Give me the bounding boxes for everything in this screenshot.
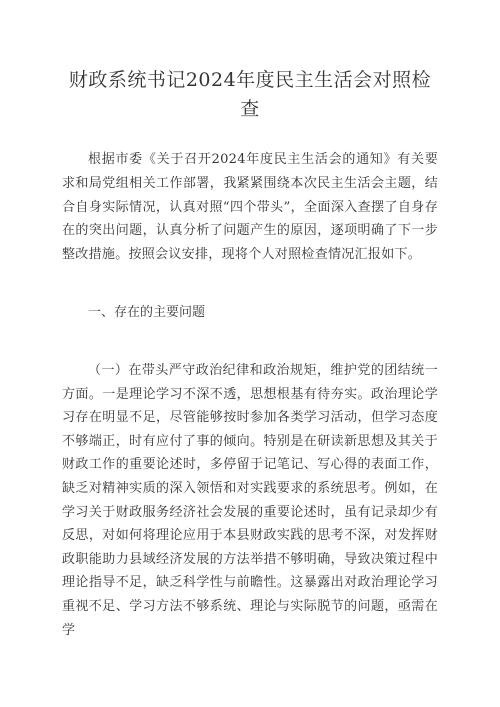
section-heading: 一、存在的主要问题 <box>88 305 206 320</box>
body-paragraph: （一）在带头严守政治纪律和政治规矩，维护党的团结统一方面。一是理论学习不深不透，思想根基有待夯实。政治理论学习存在明显不足，尽管能够按时参加各类学习活动，但学习态度不够端正，时有应付了事的倾向。特别是在研读新思想及其关于财政工作的重要论述时，多停留于记笔记、写心得的表面工作，缺乏对精神实质的深入领悟和对实践要求的系统思考。例如，在学习关于财政服务经济社会发展的重要论述时，虽有记录却少有反思，对如何将理论应用于本县财政实践的思考不深，对发挥财政职能助力县域经济发展的方法举措不够明确，导致决策过程中理论指导不足，缺乏科学性与前瞻性。这暴露出对政治理论学习重视不足、学习方法不够系统、理论与实际脱节的问题，亟需在学 <box>62 363 438 638</box>
document-title: 财政系统书记2024年度民主生活会对照检查 <box>68 69 432 120</box>
intro-paragraph: 根据市委《关于召开2024年度民主生活会的通知》有关要求和局党组相关工作部署，我紧紧围绕本次民主生活会主题，结合自身实际情况，认真对照“四个带头”，全面深入查摆了自身存在的突出问题，认真分析了问题产生的原因，逐项明确了下一步整改措施。按照会议安排，现将个人对照检查情况汇报如下。 <box>62 152 438 263</box>
